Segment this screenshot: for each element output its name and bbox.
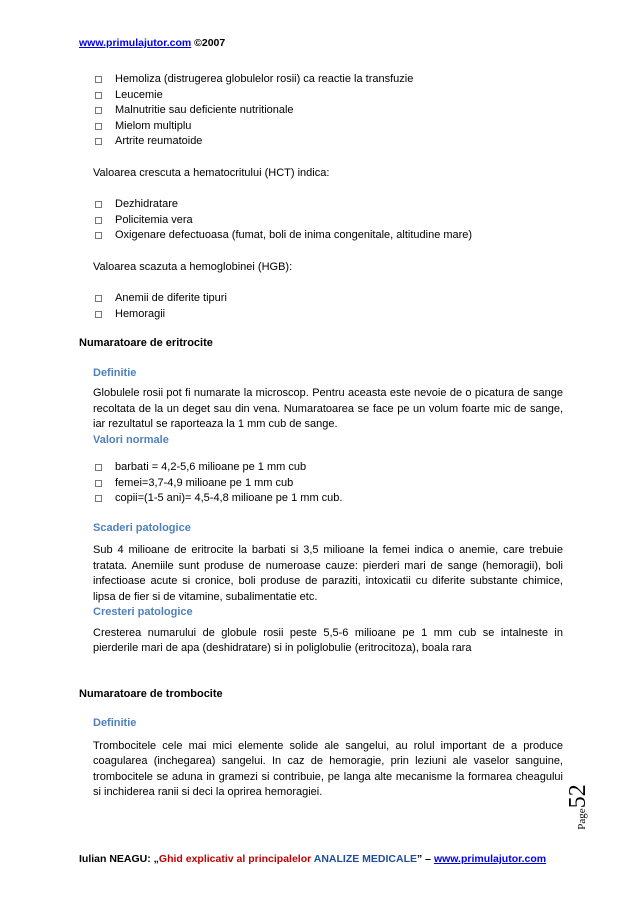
bullet-icon [95,495,102,502]
list-item: Policitemia vera [95,213,563,229]
bullet-icon [95,201,102,208]
hgb-list [79,291,563,322]
list-item: barbati = 4,2-5,6 milioane pe 1 mm cub [95,460,563,476]
trombocite-definition-heading: Definitie [93,717,137,729]
footer-author: Iulian NEAGU: „ [79,853,159,865]
page-label: Page [576,808,588,830]
list-item: Anemii de diferite tipuri [95,291,563,307]
eritrocite-increase-text: Cresterea numarului de globule rosii peste 5,5-6 milioane pe 1 mm cub se intalneste in pierderile mari de apa (deshidratare) si in poliglobulie (eritrocitoza), boala rara [93,626,563,654]
page-number-value: 52 [565,784,591,809]
main-content [79,72,563,801]
trombocite-definition-text: Trombocitele cele mai mici elemente solide ale sangelui, au rolul important de a produce coagularea (inchegarea) sangelui. In caz de hemoragie, prin leziuni ale vaselor sanguine, trombocitele se aduna in gramezi si contribuie, pe langa alte mecanisme la formarea cheagului si inchiderea ranii si deci la oprirea hemoragiei. [93,739,563,798]
footer-site-link[interactable]: www.primulajutor.com [433,853,547,865]
eritrocite-definition-heading: Definitie [93,366,137,379]
list-item: copii=(1-5 ani)= 4,5-4,8 milioane pe 1 mm cub. [95,491,563,507]
list-item: Hemoragii [95,307,563,323]
header-copyright: ©2007 [194,37,226,49]
bullet-icon [95,76,102,83]
footer-closing: ” – [417,853,434,865]
footer-analize: ANALIZE MEDICALE [313,853,417,865]
page-footer [79,853,546,865]
list-item: Malnutritie sau deficiente nutritionale [95,103,563,119]
bullet-icon [95,92,102,99]
eritrocite-values-heading: Valori normale [93,433,169,446]
hct-list [79,197,563,244]
page-number [565,784,635,830]
list-item: femei=3,7-4,9 milioane pe 1 mm cub [95,476,563,492]
bullet-icon [95,107,102,114]
list-item: Artrite reumatoide [95,134,563,150]
eritrocite-definition-text: Globulele rosii pot fi numarate la microscop. Pentru aceasta este nevoie de o picatura de sange recoltata de la un deget sau din vena. Numaratoarea se face pe un volum foarte mic de sange, iar rezultatul se raporteaza la 1 mm cub de sange. [93,387,563,430]
bullet-icon [95,138,102,145]
trombocite-title: Numaratoare de trombocite [79,687,223,700]
eritrocite-values-list [79,460,563,507]
bullet-icon [95,311,102,318]
bullet-icon [95,232,102,239]
eritrocite-increase-heading: Cresteri patologice [93,606,193,618]
list-item: Hemoliza (distrugerea globulelor rosii) ca reactie la transfuzie [95,72,563,88]
eritrocite-decrease-text: Sub 4 milioane de eritrocite la barbati si 3,5 milioane la femei indica o anemie, care trebuie tratata. Anemiile sunt produse de numeroase cauze: pierderi mari de sange (hemoragii), boli infectioase acute si cronice, boli produse de paraziti, intoxicatii cu diferite substante chimice, lipsa de fier si de vitamine, subalimentatie etc. [93,544,563,603]
bullet-icon [95,295,102,302]
bullet-icon [95,123,102,130]
list-item: Leucemie [95,88,563,104]
list-item: Dezhidratare [95,197,563,213]
eritrocite-title: Numaratoare de eritrocite [79,337,213,349]
causes-list [79,72,563,150]
list-item: Oxigenare defectuoasa (fumat, boli de inima congenitale, altitudine mare) [95,228,563,244]
hct-intro: Valoarea crescuta a hematocritului (HCT) indica: [93,166,330,179]
eritrocite-decrease-heading: Scaderi patologice [93,521,191,534]
bullet-icon [95,480,102,487]
bullet-icon [95,464,102,471]
bullet-icon [95,217,102,224]
hgb-intro: Valoarea scazuta a hemoglobinei (HGB): [93,260,293,273]
footer-guide: Ghid explicativ al principalelor [158,853,314,865]
page-header [79,37,225,49]
header-site-link[interactable]: www.primulajutor.com [79,37,192,49]
list-item: Mielom multiplu [95,119,563,135]
